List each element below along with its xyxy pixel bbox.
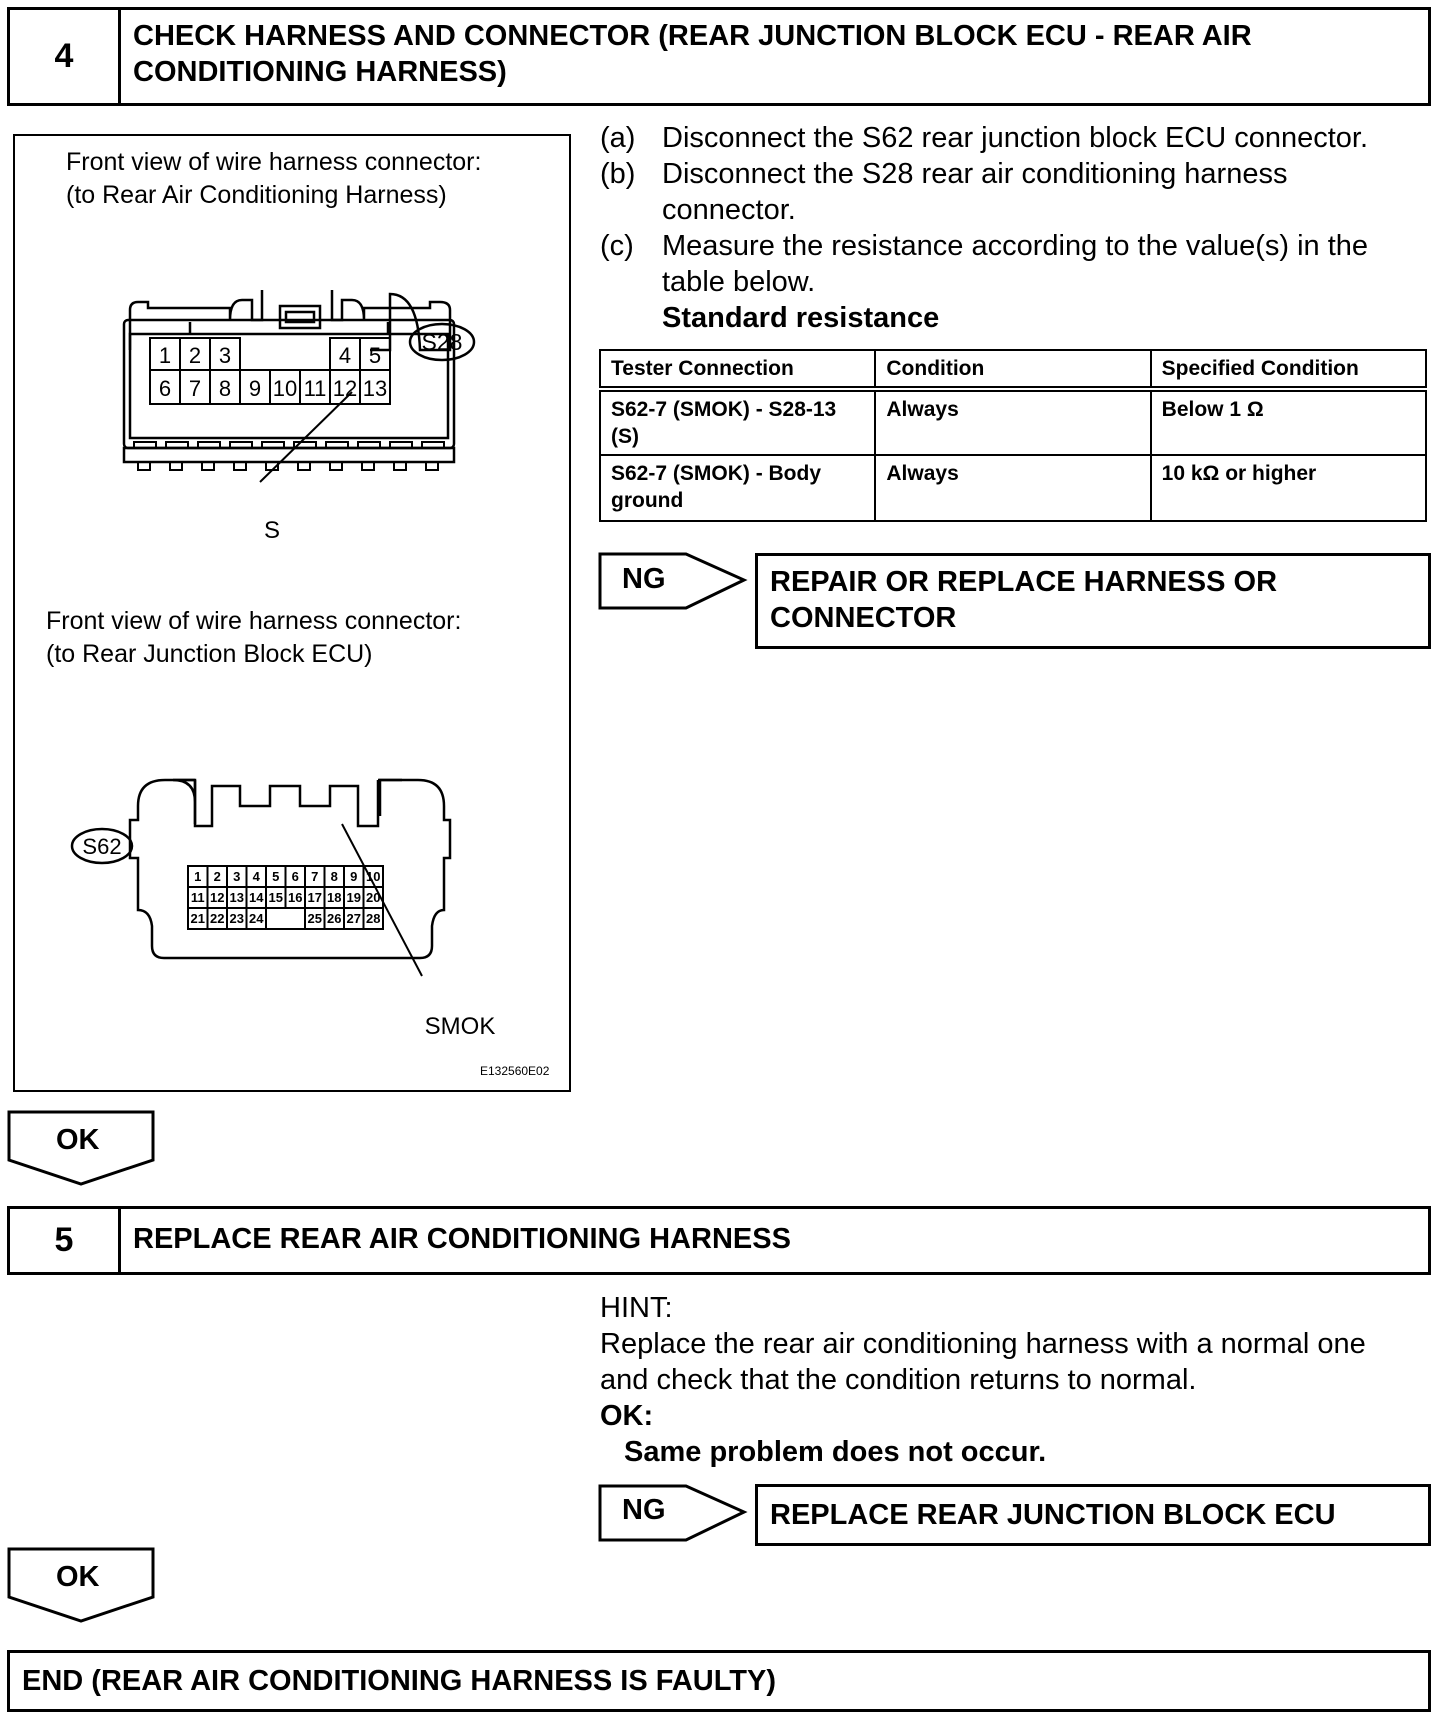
s62-pin-16: 16 <box>288 890 303 905</box>
table-row <box>600 455 1426 521</box>
instruction-a <box>600 120 1430 156</box>
instruction-c-marker: (c) <box>600 230 634 262</box>
s62-caption-line-2: (to Rear Junction Block ECU) <box>46 640 373 668</box>
instruction-b-line-2: connector. <box>662 194 796 226</box>
s62-caption-line-1: Front view of wire harness connector: <box>46 607 462 635</box>
s28-pin-11: 11 <box>303 376 327 401</box>
s28-row-1 <box>159 338 381 370</box>
s62-pin-26: 26 <box>327 911 342 926</box>
table-row <box>600 389 1426 455</box>
s28-pin-12: 12 <box>332 376 358 401</box>
s62-pin-2: 2 <box>213 869 221 884</box>
end-box: END (REAR AIR CONDITIONING HARNESS IS FAULTY) <box>7 1650 1431 1712</box>
hint-ok-text: Same problem does not occur. <box>624 1436 1047 1468</box>
s28-connector-drawing <box>100 290 550 570</box>
s28-latch-slot <box>198 442 220 448</box>
s62-pin-4: 4 <box>252 869 260 884</box>
s62-pin-9: 9 <box>350 869 358 884</box>
header-tester-connection: Tester Connection <box>600 350 875 389</box>
s62-pin-28: 28 <box>366 911 381 926</box>
figure-id: E132560E02 <box>480 1064 550 1078</box>
s28-pin-5: 5 <box>368 343 382 368</box>
s28-latch-slot <box>166 442 188 448</box>
hint-label: HINT: <box>600 1292 673 1324</box>
s62-pin-10: 10 <box>366 869 381 884</box>
ng-arrow <box>598 1484 748 1542</box>
ng-result-line-2: CONNECTOR <box>770 602 957 634</box>
instruction-b-line-1: Disconnect the S28 rear air conditioning harness <box>662 158 1288 190</box>
s62-pointer-label: SMOK <box>424 1013 496 1040</box>
step-title: REPLACE REAR AIR CONDITIONING HARNESS <box>133 1223 791 1255</box>
step-title-line-1: CHECK HARNESS AND CONNECTOR (REAR JUNCTION BLOCK ECU - REAR AIR <box>133 20 1252 52</box>
s28-pin-1: 1 <box>158 343 172 368</box>
s62-connector-drawing <box>60 776 520 1046</box>
resistance-table <box>599 349 1427 522</box>
s62-tag: S62 <box>82 834 122 859</box>
s62-pin-15: 15 <box>268 890 283 905</box>
s62-pin-27: 27 <box>346 911 361 926</box>
s28-latch-slot <box>262 442 284 448</box>
ng-arrow <box>598 552 748 610</box>
step-4-header <box>7 7 1431 106</box>
s28-latch-slot <box>422 442 444 448</box>
hint-block <box>600 1290 1430 1470</box>
s28-latch-slot <box>230 442 252 448</box>
s62-caption <box>46 605 461 671</box>
step-title-line-2: CONDITIONING HARNESS) <box>133 56 507 88</box>
ng-arrow-label: NG <box>622 1494 666 1526</box>
instruction-a-text: Disconnect the S62 rear junction block ECU connector. <box>662 122 1369 154</box>
s62-connector-body <box>130 780 450 958</box>
s62-pin-22: 22 <box>210 911 225 926</box>
s62-pin-6: 6 <box>291 869 299 884</box>
cell-connection: S62-7 (SMOK) - S28-13 (S) <box>600 389 875 455</box>
header-condition: Condition <box>875 350 1150 389</box>
s62-pin-25: 25 <box>307 911 322 926</box>
s62-pin-23: 23 <box>229 911 244 926</box>
s62-pin-21: 21 <box>190 911 205 926</box>
s28-pin-9: 9 <box>248 376 262 401</box>
s28-pin-3: 3 <box>218 343 232 368</box>
s28-caption-line-1: Front view of wire harness connector: <box>66 148 482 176</box>
s28-tag: S28 <box>421 329 463 355</box>
s28-caption <box>66 146 481 212</box>
instruction-a-marker: (a) <box>600 122 636 154</box>
header-specified-condition: Specified Condition <box>1151 350 1426 389</box>
hint-line-1: Replace the rear air conditioning harness with a normal one <box>600 1328 1366 1360</box>
cell-specified: Below 1 Ω <box>1151 389 1426 455</box>
s62-pin-14: 14 <box>249 890 264 905</box>
s28-pin-10: 10 <box>272 376 298 401</box>
s28-pin-13: 13 <box>362 376 388 401</box>
s62-pin-17: 17 <box>307 890 322 905</box>
s28-latch-slot <box>134 442 156 448</box>
step-title <box>121 10 1262 103</box>
cell-condition: Always <box>875 455 1150 521</box>
s62-pin-13: 13 <box>229 890 244 905</box>
instruction-c-line-1: Measure the resistance according to the value(s) in the <box>662 230 1369 262</box>
s28-pointer-label: S <box>263 517 281 544</box>
ng-arrow-label: NG <box>622 563 666 595</box>
hint-ok-label: OK: <box>600 1400 654 1432</box>
ok-arrow-label: OK <box>56 1561 100 1593</box>
ng-result-box: REPLACE REAR JUNCTION BLOCK ECU <box>755 1484 1431 1546</box>
hint-line-2: and check that the condition returns to normal. <box>600 1364 1197 1396</box>
s62-pin-18: 18 <box>327 890 342 905</box>
instruction-c-line-2: table below. <box>662 266 816 298</box>
s28-row-2 <box>159 370 387 404</box>
s28-pin-4: 4 <box>338 343 352 368</box>
s28-caption-line-2: (to Rear Air Conditioning Harness) <box>66 181 447 209</box>
cell-condition: Always <box>875 389 1150 455</box>
s62-pin-12: 12 <box>210 890 225 905</box>
s28-pin-6: 6 <box>158 376 172 401</box>
step-5-header <box>7 1206 1431 1275</box>
instruction-b-marker: (b) <box>600 158 636 190</box>
s62-pin-3: 3 <box>233 869 241 884</box>
s28-pin-2: 2 <box>188 343 202 368</box>
s28-latch-slot <box>390 442 412 448</box>
s62-pin-20: 20 <box>366 890 381 905</box>
s62-pin-11: 11 <box>190 890 205 905</box>
s62-pin-5: 5 <box>272 869 280 884</box>
s62-pin-1: 1 <box>194 869 202 884</box>
s28-pin-7: 7 <box>188 376 202 401</box>
s28-pin-8: 8 <box>218 376 232 401</box>
instruction-b <box>600 156 1430 228</box>
table-header-row <box>600 350 1426 389</box>
s28-latch-slot <box>326 442 348 448</box>
standard-resistance-title: Standard resistance <box>662 302 940 334</box>
step-number: 5 <box>10 1209 121 1272</box>
s28-latch-slot <box>358 442 380 448</box>
s62-pin-24: 24 <box>249 911 264 926</box>
ok-arrow-label: OK <box>56 1124 100 1156</box>
ng-result-line-1: REPAIR OR REPLACE HARNESS OR <box>770 566 1278 598</box>
instruction-c <box>600 228 1430 336</box>
ng-result-box <box>755 553 1431 649</box>
s62-pin-8: 8 <box>330 869 338 884</box>
s62-pin-19: 19 <box>346 890 361 905</box>
cell-specified: 10 kΩ or higher <box>1151 455 1426 521</box>
s62-pin-7: 7 <box>311 869 319 884</box>
cell-connection: S62-7 (SMOK) - Body ground <box>600 455 875 521</box>
step-number: 4 <box>10 10 121 103</box>
